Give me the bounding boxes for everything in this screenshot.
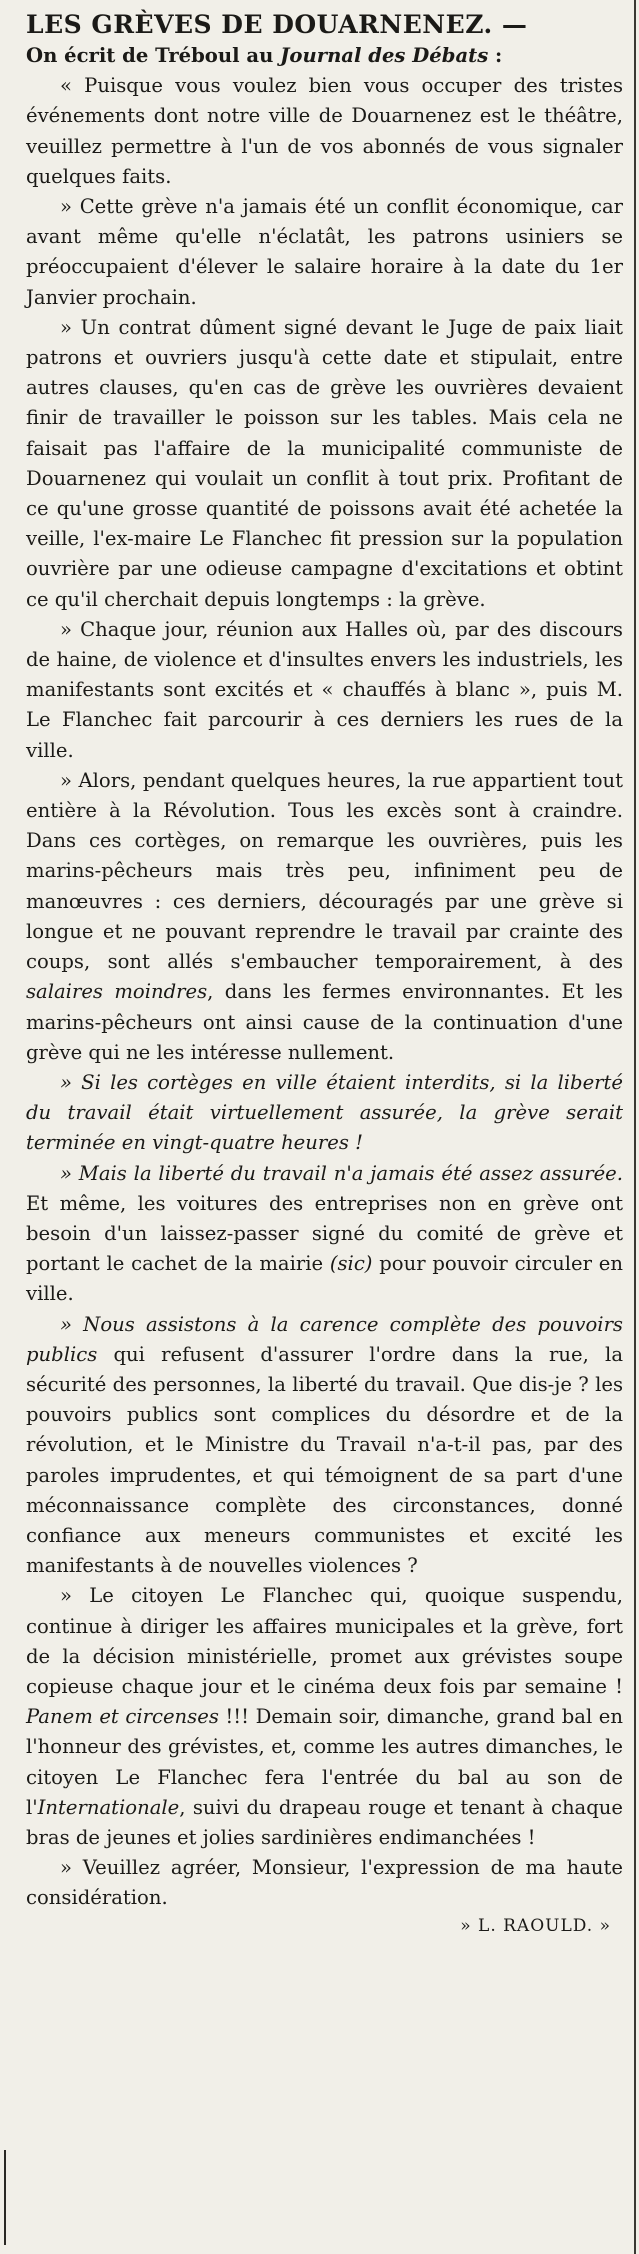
p9-internationale: Internationale [37,1795,180,1819]
paragraph-10: » Veuillez agréer, Monsieur, l'expression de ma haute considération. [26,1856,623,1910]
p8-italic: » Nous assistons à la carence complète des pouvoirs publics [26,1312,623,1366]
p9-text-a: » Le citoyen Le Flanchec qui, quoique suspendu, continue à diriger les affaires municipales et la grève, fort de la décision ministérielle, promet aux grévistes soupe copieuse chaque jour et le cinéma deux fois par semaine ! [26,1584,623,1698]
p8-text: qui refusent d'assurer l'ordre dans la rue, la sécurité des personnes, la liberté du travail. Que dis-je ? les pouvoirs publics sont complices du désordre et de la révolution, et le Ministre du Travail n'a-t-il pas, par des paroles imprudentes, et qui témoignent de sa part d'une méconnaissance complète des circonstances, donné confiance aux meneurs communistes et excité les manifestants à de nouvelles violences ? [26,1342,623,1578]
p9-italic: Panem et circenses [26,1705,219,1729]
p7-sic: (sic) [329,1252,373,1276]
p7-italic: » Mais la liberté du travail n'a jamais été assez assurée. [60,1161,623,1185]
p7-text-a: Et même, les voitures des entreprises non en grève ont besoin d'un laissez-passer signé du comité de grève et portant le cachet de la mairie [26,1191,623,1276]
left-column-rule [4,2150,6,2245]
paragraph-9 [26,1581,623,1853]
intro-line [26,41,623,71]
paragraph-4: » Chaque jour, réunion aux Halles où, par des discours de haine, de violence et d'insultes envers les industriels, les manifestants sont excités et « chauffés à blanc », puis M. Le Flanchec fait parcourir à ces derniers les rues de la ville. [26,617,623,762]
p5-text-b: , dans les fermes environnantes. Et les marins-pêcheurs ont ainsi cause de la continuation d'une grève qui ne les intéresse nullement. [26,980,623,1064]
paragraph-5 [26,766,623,1068]
paragraph-7 [26,1159,623,1310]
intro-start: On écrit de Tréboul au [26,44,281,67]
intro-end: : [488,44,503,67]
p9-text-b: !!! Demain soir, dimanche, grand bal en l'honneur des grévistes, et, comme les autres dimanches, le citoyen Le Flanchec fera l'entrée du bal au son de l' [26,1705,623,1819]
p5-italic: salaires moindres [26,980,208,1004]
signature: » L. RAOULD. » [460,1915,611,1936]
paragraph-3: » Un contrat dûment signé devant le Juge de paix liait patrons et ouvriers jusqu'à cette date et stipulait, entre autres clauses, qu'en cas de grève les ouvrières devaient finir de travailler le poisson sur les tables. Mais cela ne faisait pas l'affaire de la municipalité communiste de Douarnenez qui voulait un conflit à tout prix. Profitant de ce qu'une grosse quantité de poissons avait été achetée la veille, l'ex-maire Le Flanchec fit pression sur la population ouvrière par une odieuse campagne d'excitations et obtint ce qu'il cherchait depuis longtemps : la grève. [26,315,623,611]
paragraph-8 [26,1310,623,1582]
paragraph-6 [26,1068,623,1159]
p6-italic: » Si les cortèges en ville étaient interdits, si la liberté du travail était virtuellement assurée, la grève serait terminée en vingt-quatre heures ! [26,1070,623,1155]
headline: LES GRÈVES DE DOUARNENEZ. — [26,10,528,39]
paragraph-1: « Puisque vous voulez bien vous occuper des tristes événements dont notre ville de Douarnenez est le théâtre, veuillez permettre à l'un de vos abonnés de vous signaler quelques faits. [26,74,623,188]
right-column-rule [634,0,636,2254]
paragraph-2: » Cette grève n'a jamais été un conflit économique, car avant même qu'elle n'éclatât, les patrons usiniers se préoccupaient d'élever le salaire horaire à la date du 1er Janvier prochain. [26,195,623,309]
p7-text-b: pour pouvoir circuler en ville. [26,1252,623,1306]
p5-text-a: » Alors, pendant quelques heures, la rue appartient tout entière à la Révolution. Tous les excès sont à craindre. Dans ces cortèges, on remarque les ouvrières, puis les marins-pêcheurs mais très peu, infiniment peu de manœuvres : ces derniers, découragés par une grève si longue et ne pouvant reprendre le travail par crainte des coups, sont allés s'embaucher temporairement, à des [26,768,623,974]
intro-journal: Journal des Débats [280,44,489,67]
p9-text-c: , suivi du drapeau rouge et tenant à chaque bras de jeunes et jolies sardinières endimanchées ! [26,1795,623,1849]
